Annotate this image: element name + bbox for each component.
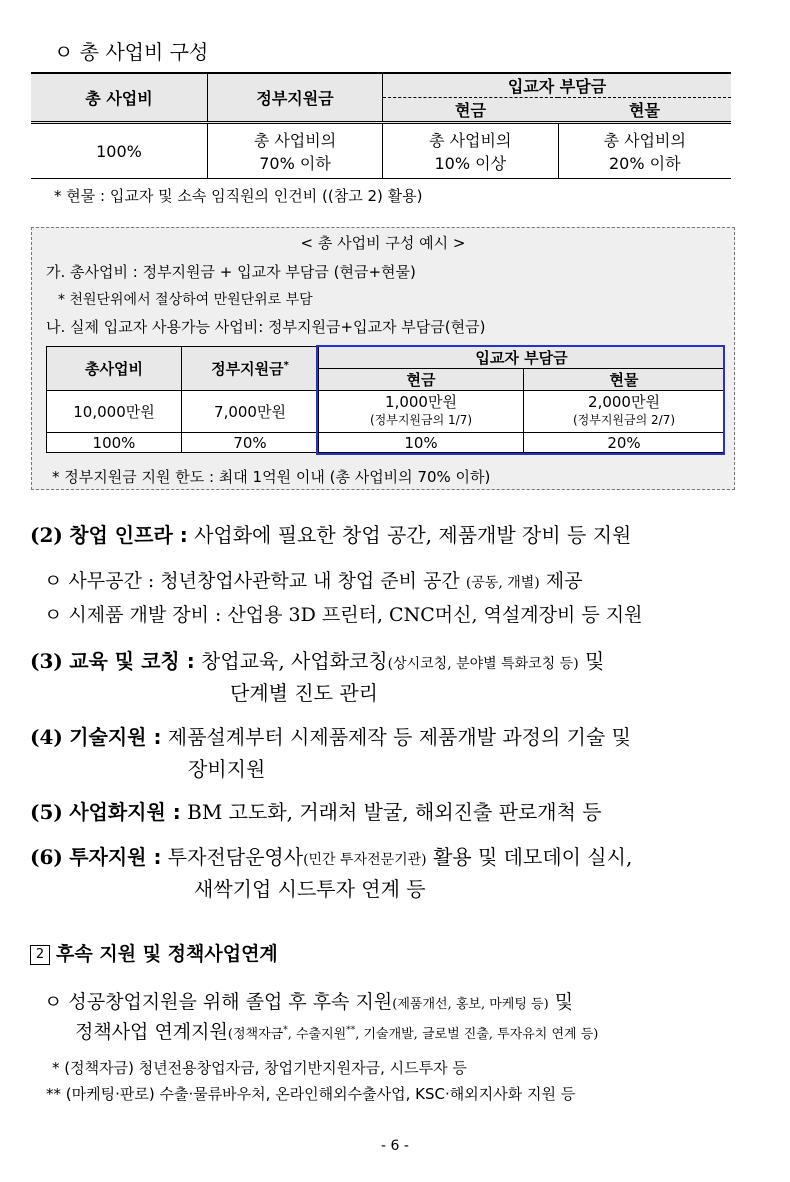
s2-bullet-equipment: ㅇ 시제품 개발 장비 : 산업용 3D 프린터, CNC머신, 역설계장비 등 지원 xyxy=(44,604,643,626)
note-in-kind: * 현물 : 입교자 및 소속 임직원의 인건비 ((참고 2) 활용) xyxy=(54,187,423,205)
follow-line-2: 정책사업 연계지원(정책자금*, 수출지원**, 기술개발, 글로벌 진출, 투자유치 연계 등) xyxy=(75,1021,599,1043)
ex-cell-total-pct: 100% xyxy=(47,433,182,453)
section-3-education: (3) 교육 및 코칭 : 창업교육, 사업화코칭(상시코칭, 분야별 특화코칭 등) 및 xyxy=(30,649,605,673)
cell-cash-10: 총 사업비의 10% 이상 xyxy=(383,123,559,179)
example-footnote: * 정부지원금 지원 한도 : 최대 1억원 이내 (총 사업비의 70% 이하) xyxy=(52,468,491,486)
ex-cell-kind: 2,000만원 (정부지원금의 2/7) xyxy=(524,391,725,433)
ex-header-total: 총사업비 xyxy=(47,347,182,391)
page-number: - 6 - xyxy=(381,1138,409,1154)
follow-up-heading: 2 후속 지원 및 정책사업연계 xyxy=(30,939,278,966)
header-total-budget: 총 사업비 xyxy=(31,73,208,123)
ex-cell-kind-pct: 20% xyxy=(524,433,725,453)
ex-header-burden: 입교자 부담금 xyxy=(319,347,725,369)
header-trainee-burden: 입교자 부담금 xyxy=(383,73,732,98)
section-5-commercial: (5) 사업화지원 : BM 고도화, 거래처 발굴, 해외진출 판로개척 등 xyxy=(30,800,602,824)
ex-cell-gov: 7,000만원 xyxy=(182,391,319,433)
section-3-line2: 단계별 진도 관리 xyxy=(230,681,378,705)
cell-kind-20: 총 사업비의 20% 이하 xyxy=(558,123,731,179)
section-6-investment: (6) 투자지원 : 투자전담운영사(민간 투자전문기관) 활용 및 데모데이 실시, xyxy=(30,845,633,869)
follow-line-1: ㅇ 성공창업지원을 위해 졸업 후 후속 지원(제품개선, 홍보, 마케팅 등) 및 xyxy=(44,991,574,1013)
budget-composition-table xyxy=(31,72,731,179)
cell-total-100: 100% xyxy=(31,123,208,179)
ex-cell-cash: 1,000만원 (정부지원금의 1/7) xyxy=(319,391,524,433)
section-number-box: 2 xyxy=(30,945,50,965)
note-policy-fund: * (정책자금) 청년전용창업자금, 창업기반지원자금, 시드투자 등 xyxy=(52,1059,467,1077)
ex-header-gov: 정부지원금* xyxy=(182,347,319,391)
example-title: < 총 사업비 구성 예시 > xyxy=(300,234,466,252)
section-2-startup-infra: (2) 창업 인프라 : 사업화에 필요한 창업 공간, 제품개발 장비 등 지원 xyxy=(30,523,632,547)
example-line-a: 가. 총사업비 : 정부지원금 + 입교자 부담금 (현금+현물) xyxy=(46,263,416,281)
ex-cell-gov-pct: 70% xyxy=(182,433,319,453)
ex-header-kind: 현물 xyxy=(524,369,725,391)
example-line-a-note: * 천원단위에서 절상하여 만원단위로 부담 xyxy=(58,292,313,308)
header-gov-support: 정부지원금 xyxy=(208,73,383,123)
note-marketing: ** (마케팅·판로) 수출·물류바우처, 온라인해외수출사업, KSC·해외지사화 지원 등 xyxy=(46,1085,576,1103)
composition-example-box xyxy=(31,227,735,490)
composition-heading: ㅇ 총 사업비 구성 xyxy=(54,40,209,64)
cell-gov-70: 총 사업비의 70% 이하 xyxy=(208,123,383,179)
example-table xyxy=(46,346,725,453)
example-line-b: 나. 실제 입교자 사용가능 사업비: 정부지원금+입교자 부담금(현금) xyxy=(46,318,486,336)
ex-cell-cash-pct: 10% xyxy=(319,433,524,453)
section-4-tech: (4) 기술지원 : 제품설계부터 시제품제작 등 제품개발 과정의 기술 및 xyxy=(30,725,631,749)
s2-bullet-office: ㅇ 사무공간 : 청년창업사관학교 내 창업 준비 공간 (공동, 개별) 제공 xyxy=(44,570,583,592)
header-in-kind: 현물 xyxy=(558,98,731,123)
ex-header-cash: 현금 xyxy=(319,369,524,391)
section-6-line2: 새싹기업 시드투자 연계 등 xyxy=(194,877,426,901)
section-4-line2: 장비지원 xyxy=(188,757,266,781)
ex-cell-total: 10,000만원 xyxy=(47,391,182,433)
header-cash: 현금 xyxy=(383,98,559,123)
